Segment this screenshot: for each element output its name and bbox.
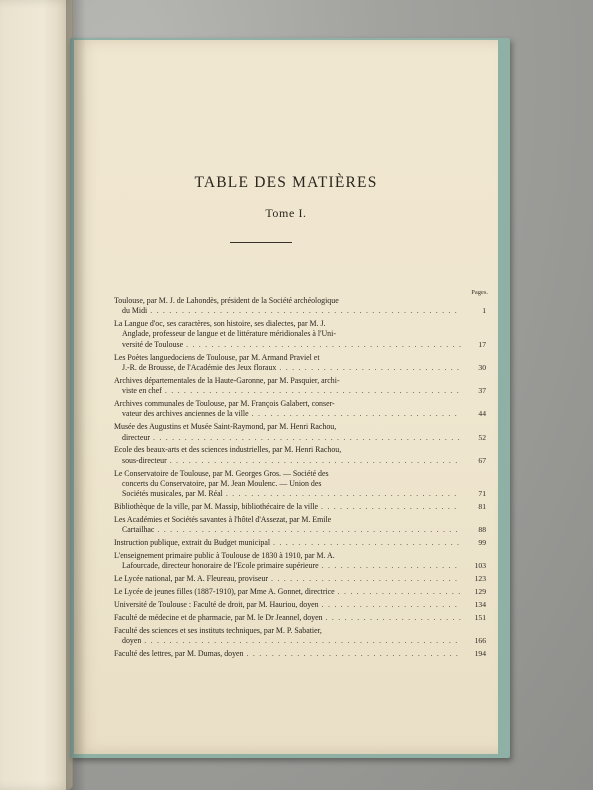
toc-entry-line: Faculté des lettres, par M. Dumas, doyen — [114, 649, 244, 658]
toc-entry — [114, 376, 486, 397]
dot-leader — [252, 409, 461, 419]
toc-entry-line: Bibliothèque de la ville, par M. Massip, bibliothécaire de la ville — [114, 502, 319, 512]
toc-entry-line: Archives départementales de la Haute-Garonne, par M. Pasquier, archi- — [114, 375, 340, 385]
toc-entry-line: J.-R. de Brousse, de l'Académie des Jeux floraux — [122, 362, 277, 372]
dot-leader — [144, 636, 461, 646]
toc-entry — [114, 319, 486, 350]
toc-entry-line: directeur — [122, 432, 151, 442]
toc-entry — [114, 502, 486, 512]
dot-leader — [247, 649, 461, 659]
dot-leader — [153, 433, 461, 443]
toc-entry — [114, 399, 486, 420]
dot-leader — [321, 502, 461, 512]
toc-entry-line: Toulouse, par M. J. de Lahondès, président de la Société archéologique — [114, 296, 339, 305]
page-title: TABLE DES MATIÈRES — [194, 174, 378, 191]
toc-entry — [114, 626, 486, 647]
toc-page-number: 103 — [474, 561, 486, 571]
dot-leader — [279, 363, 461, 373]
toc-entry — [114, 515, 486, 536]
toc-entry — [114, 296, 486, 317]
toc-entry — [114, 551, 486, 572]
toc-entry — [114, 538, 486, 548]
toc-entry-line: concerts du Conservatoire, par M. Jean Moulenc. — Union des — [122, 478, 322, 488]
toc-entry-line: vateur des archives anciennes de la ville — [122, 409, 249, 419]
toc-entry-line: Faculté de médecine et de pharmacie, par M. le Dr Jeannel, doyen — [114, 612, 323, 622]
toc-entry — [114, 613, 486, 623]
toc-page-number: 17 — [478, 339, 486, 349]
toc-entry-line: Lafourcade, directeur honoraire de l'Ecole primaire supérieure — [122, 561, 319, 571]
toc-entry-line: Le Lycée de jeunes filles (1887-1910), par Mme A. Gonnet, directrice — [114, 587, 335, 597]
toc-page-number: 67 — [478, 455, 486, 465]
toc-entry-line: Les Poètes languedociens de Toulouse, par M. Armand Praviel et — [114, 352, 320, 362]
toc-page-number: 123 — [474, 574, 486, 584]
toc-entry-line: du Midi — [122, 306, 148, 316]
dot-leader — [326, 613, 461, 623]
toc-entry — [114, 353, 486, 374]
toc-entry-line: Anglade, professeur de langue et de littérature méridionales à l'Uni- — [122, 329, 336, 339]
toc-page-number: 99 — [478, 538, 486, 548]
left-page-edge — [0, 0, 73, 790]
toc-entry — [114, 469, 486, 500]
toc-entry-line: Sociétés musicales, par M. Réal — [122, 489, 223, 499]
dot-leader — [186, 340, 461, 350]
toc-entry-line: Archives communales de Toulouse, par M. François Galabert, conser- — [114, 399, 335, 409]
toc-entry-line: La Langue d'oc, ses caractères, son histoire, ses dialectes, par M. J. — [114, 319, 326, 329]
volume-label: Tome I. — [265, 206, 307, 220]
dot-leader — [150, 306, 461, 316]
dot-leader — [157, 525, 461, 535]
toc-entry-line: Faculté des sciences et ses instituts techniques, par M. P. Sabatier, — [114, 625, 322, 635]
toc-entry — [114, 649, 486, 659]
toc-entry-line: Université de Toulouse : Faculté de droit, par M. Hauriou, doyen — [114, 600, 319, 610]
toc-page-number: 129 — [474, 587, 486, 597]
toc-entry-line: sous-directeur — [122, 455, 167, 465]
toc-entry-line: versité de Toulouse — [122, 339, 184, 349]
dot-leader — [273, 538, 461, 548]
toc-page-number: 134 — [474, 600, 486, 610]
dot-leader — [271, 574, 461, 584]
table-of-contents — [114, 296, 486, 662]
dot-leader — [170, 456, 461, 466]
dot-leader — [338, 587, 461, 597]
toc-entry — [114, 422, 486, 443]
dot-leader — [226, 489, 461, 499]
toc-entry-line: Le Conservatoire de Toulouse, par M. Georges Gros. — Société des — [114, 468, 329, 478]
toc-entry — [114, 574, 486, 584]
toc-page-number: 37 — [478, 386, 486, 396]
toc-entry-line: L'enseignement primaire public à Toulouse de 1830 à 1910, par M. A. — [114, 551, 335, 561]
toc-page-number: 166 — [474, 636, 486, 646]
toc-entry-line: Instruction publique, extrait du Budget municipal — [114, 538, 271, 548]
toc-entry-line: Musée des Augustins et Musée Saint-Raymond, par M. Henri Rachou, — [114, 422, 337, 432]
toc-page-number: 30 — [478, 362, 486, 372]
book-page — [74, 40, 498, 754]
toc-entry-line: Le Lycée national, par M. A. Fleureau, proviseur — [114, 574, 269, 584]
toc-entry — [114, 600, 486, 610]
toc-entry — [114, 445, 486, 466]
dot-leader — [165, 386, 461, 396]
title-rule — [230, 242, 292, 243]
dot-leader — [322, 600, 461, 610]
pages-column-label: Pages. — [471, 289, 488, 296]
toc-entry-line: doyen — [122, 636, 142, 646]
toc-entry-line: Les Académies et Sociétés savantes à l'hôtel d'Assezat, par M. Emile — [114, 514, 332, 524]
toc-page-number: 151 — [474, 612, 486, 622]
toc-page-number: 81 — [478, 502, 486, 512]
toc-page-number: 1 — [482, 306, 486, 316]
spine-shadow — [66, 0, 86, 790]
dot-leader — [322, 561, 461, 571]
toc-entry-line: Ecole des beaux-arts et des sciences industrielles, par M. Henri Rachou, — [114, 445, 342, 455]
toc-entry-line: Cartailhac — [122, 525, 155, 535]
toc-page-number: 88 — [478, 525, 486, 535]
toc-page-number: 71 — [478, 489, 486, 499]
toc-entry-line: viste en chef — [122, 386, 162, 396]
toc-entry — [114, 587, 486, 597]
toc-page-number: 52 — [478, 432, 486, 442]
toc-page-number: 194 — [474, 649, 486, 658]
toc-page-number: 44 — [478, 409, 486, 419]
